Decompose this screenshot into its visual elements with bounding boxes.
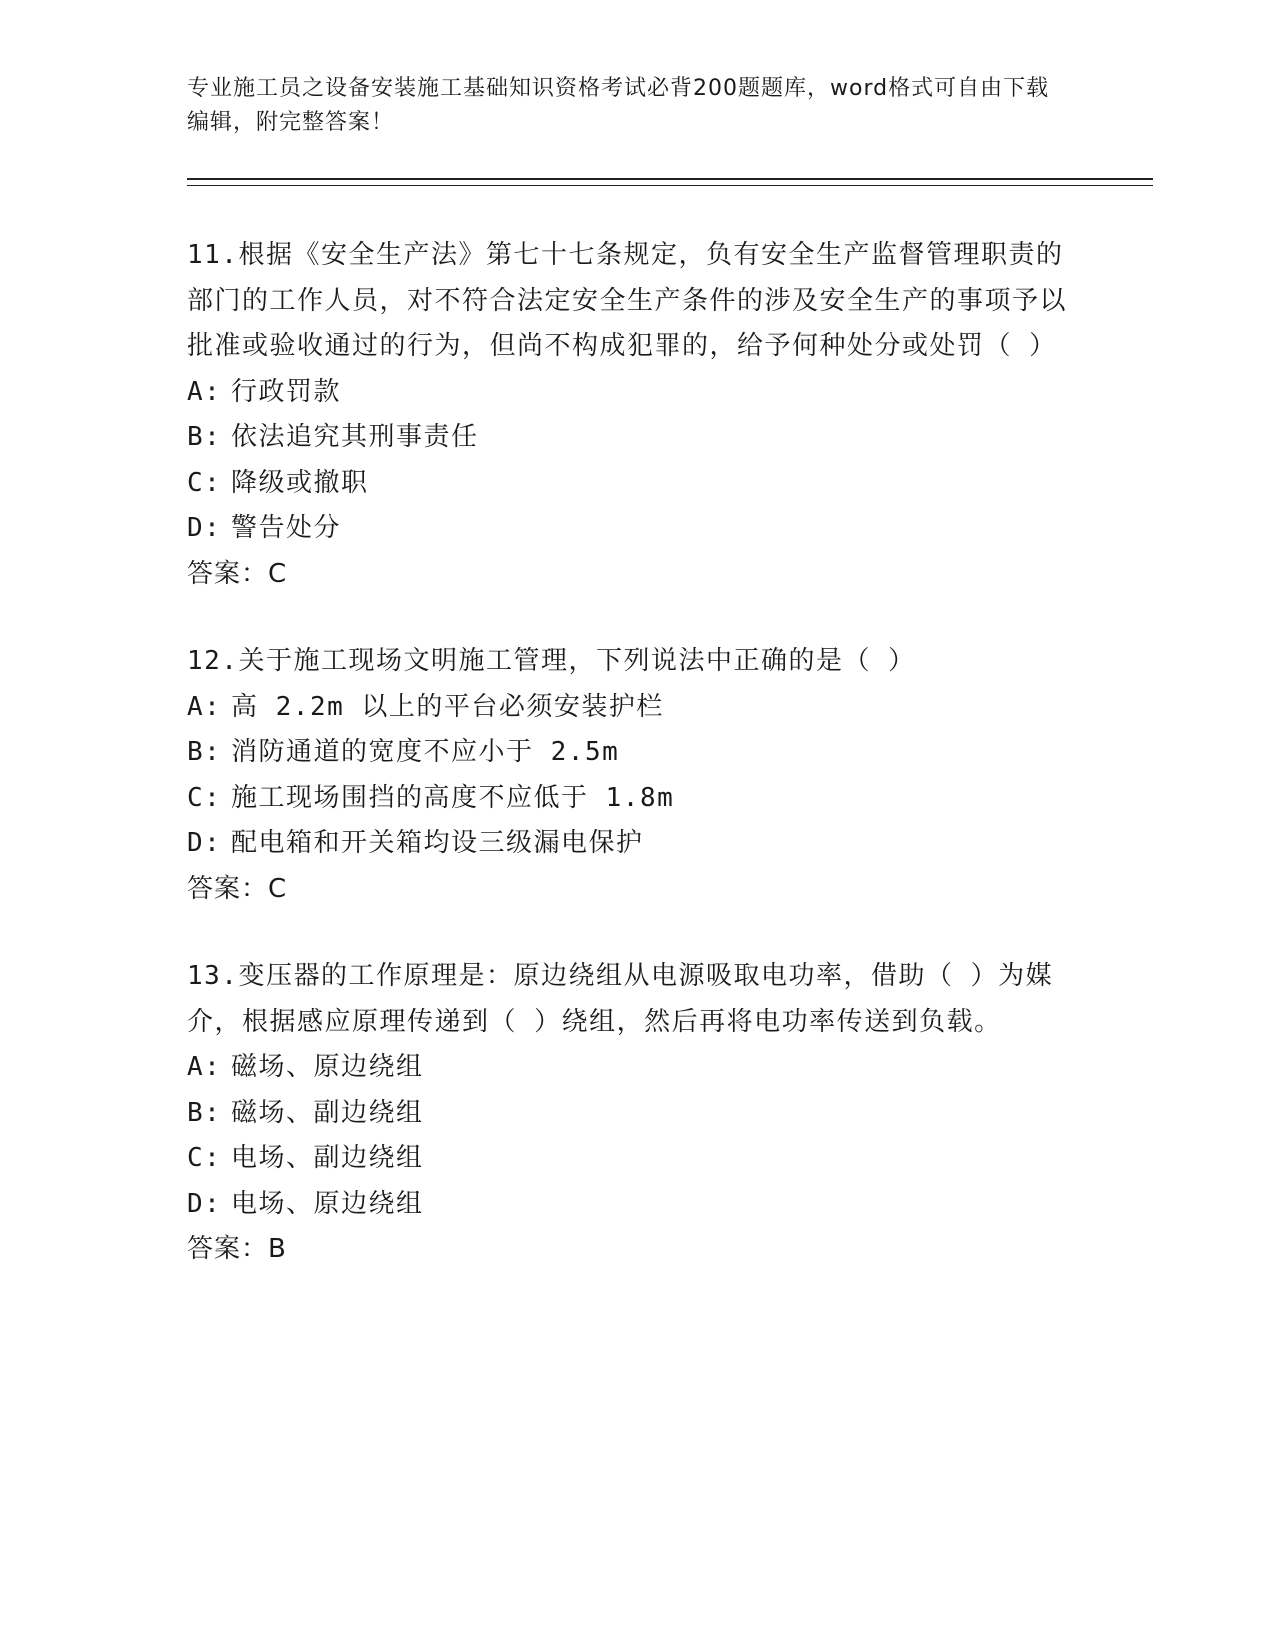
option-d [187, 506, 1067, 552]
option-d [187, 1182, 1067, 1228]
option-a [187, 685, 1067, 731]
option-a [187, 1045, 1067, 1091]
option-letter: C: [187, 1143, 222, 1173]
option-letter: A: [187, 376, 222, 407]
option-letter: B: [187, 737, 222, 767]
option-text: 电场、副边绕组 [231, 1143, 424, 1173]
option-c [187, 776, 1067, 822]
option-text: 配电箱和开关箱均设三级漏电保护 [231, 828, 644, 858]
question-stem [187, 233, 1067, 370]
question-text: 关于施工现场文明施工管理，下列说法中正确的是（ ） [238, 646, 916, 676]
option-letter: D: [187, 828, 222, 858]
option-text: 依法追究其刑事责任 [231, 422, 479, 452]
option-letter: A: [187, 691, 222, 722]
option-text: 高 2.2m 以上的平台必须安装护栏 [231, 691, 664, 722]
question-number: 13. [187, 961, 239, 991]
option-letter: C: [187, 467, 222, 498]
option-text: 行政罚款 [231, 376, 342, 407]
option-a [187, 370, 1067, 416]
option-text: 警告处分 [231, 513, 342, 543]
question-text: 变压器的工作原理是：原边绕组从电源吸取电功率，借助（ ）为媒介，根据感应原理传递到（ ）绕组，然后再将电功率传送到负载。 [187, 961, 1054, 1037]
answer-line: 答案：C [187, 558, 288, 589]
header-divider [187, 178, 1153, 186]
option-text: 消防通道的宽度不应小于 2.5m [231, 737, 620, 767]
option-letter: D: [187, 513, 222, 543]
option-letter: A: [187, 1052, 222, 1082]
option-text: 磁场、副边绕组 [231, 1097, 424, 1128]
option-b [187, 1091, 1067, 1137]
question-number: 12. [187, 646, 239, 676]
option-letter: B: [187, 1097, 222, 1128]
option-d [187, 821, 1067, 867]
option-text: 电场、原边绕组 [231, 1188, 424, 1219]
document-header-title: 专业施工员之设备安装施工基础知识资格考试必背200题题库，word格式可自由下载编辑，附完整答案！ [187, 76, 1050, 135]
option-text: 降级或撤职 [231, 467, 369, 498]
question-12 [187, 639, 1067, 912]
answer-line: 答案：B [187, 1234, 287, 1264]
option-letter: B: [187, 422, 222, 452]
option-letter: C: [187, 782, 222, 813]
question-number: 11. [187, 240, 239, 270]
question-11 [187, 233, 1067, 597]
option-b [187, 730, 1067, 776]
question-stem [187, 954, 1067, 1045]
option-letter: D: [187, 1188, 222, 1219]
option-c [187, 461, 1067, 507]
question-text: 根据《安全生产法》第七十七条规定，负有安全生产监督管理职责的部门的工作人员，对不符合法定安全生产条件的涉及安全生产的事项予以批准或验收通过的行为，但尚不构成犯罪的，给予何种处分或处罚（ ） [187, 240, 1068, 361]
option-text: 磁场、原边绕组 [231, 1052, 424, 1082]
question-list [187, 233, 1067, 1315]
option-c [187, 1136, 1067, 1182]
answer-line: 答案：C [187, 873, 288, 904]
question-stem [187, 639, 1067, 685]
option-text: 施工现场围挡的高度不应低于 1.8m [231, 782, 675, 813]
option-b [187, 415, 1067, 461]
question-13 [187, 954, 1067, 1273]
